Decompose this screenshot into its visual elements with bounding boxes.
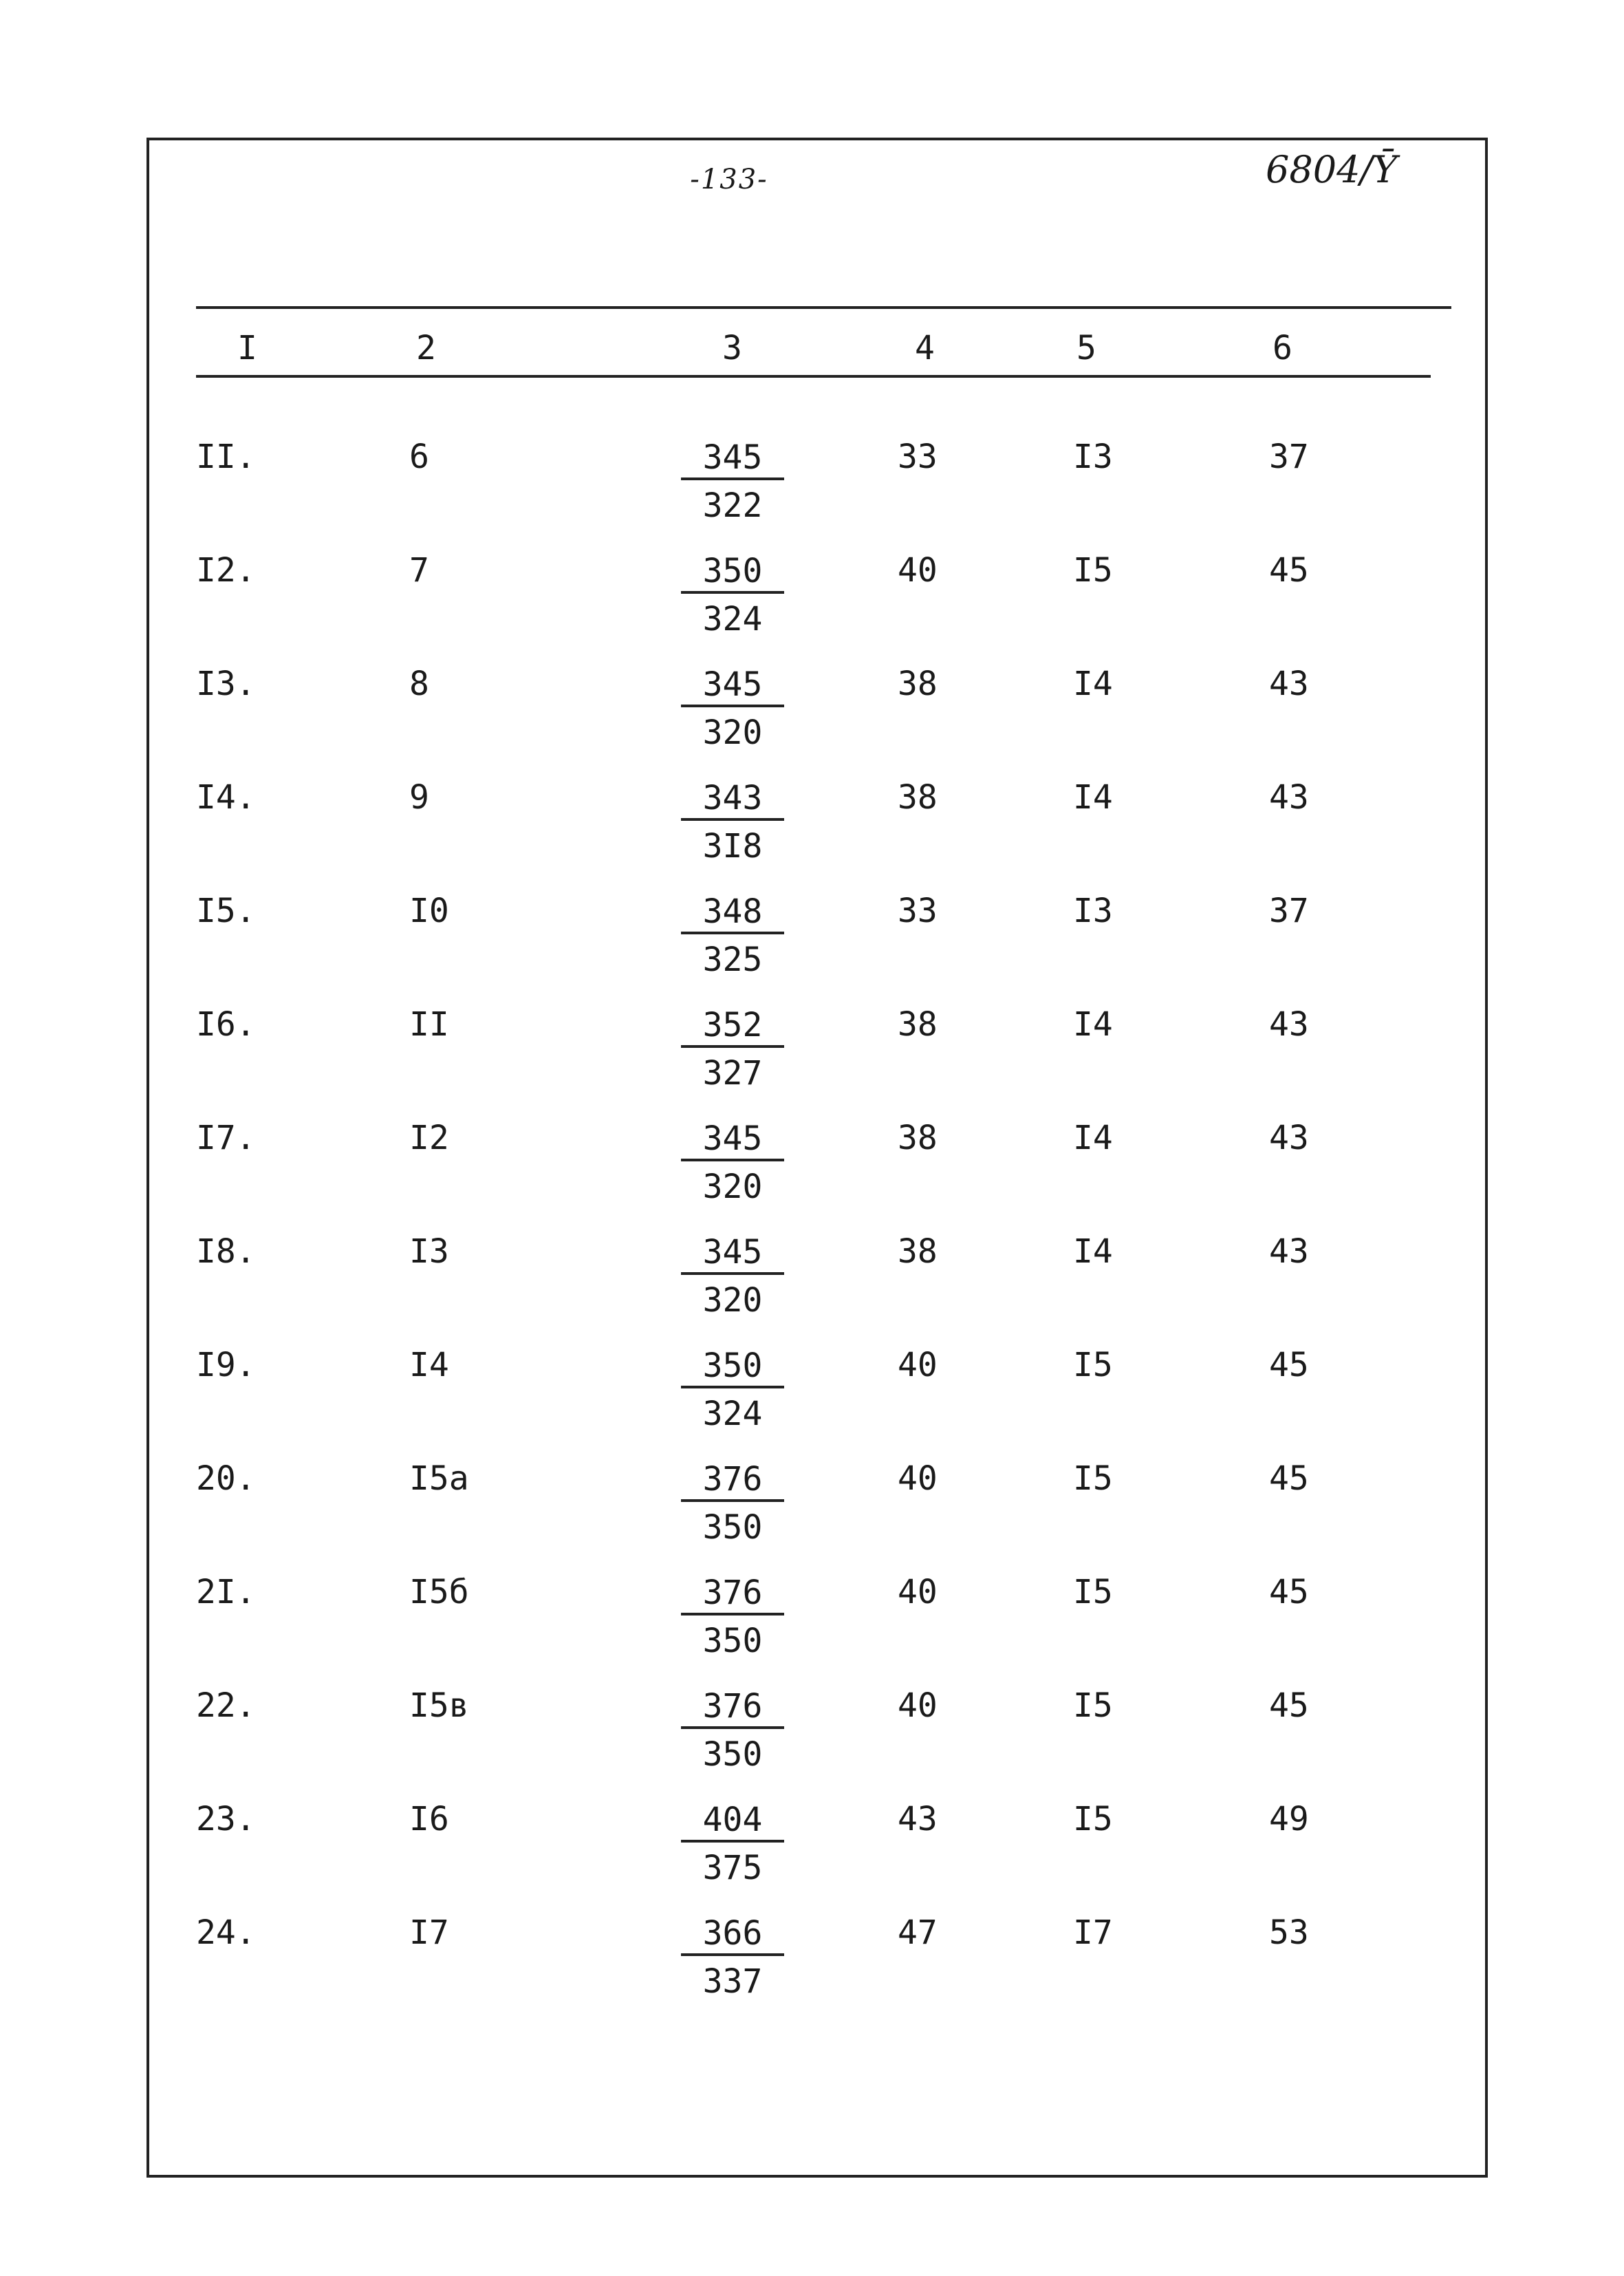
table-cell-c2: 6 — [409, 438, 429, 476]
fraction-denominator: 325 — [702, 941, 763, 979]
fraction-denominator: 327 — [702, 1054, 763, 1093]
table-cell-fraction — [681, 552, 784, 638]
fraction-denominator: 350 — [702, 1735, 763, 1774]
table-cell-c6: 43 — [1269, 665, 1309, 703]
table-cell-fraction — [681, 1574, 784, 1660]
table-cell-c4: 38 — [898, 1005, 938, 1044]
table-cell-fraction — [681, 666, 784, 751]
table-cell-c1: 20. — [196, 1459, 256, 1498]
table-cell-fraction — [681, 780, 784, 865]
table-cell-c1: 22. — [196, 1686, 256, 1725]
table-cell-c2: I0 — [409, 892, 449, 930]
table-cell-c2: I5a — [409, 1459, 469, 1498]
table-cell-c6: 45 — [1269, 551, 1309, 590]
table-cell-c6: 43 — [1269, 1232, 1309, 1271]
table-cell-c2: I2 — [409, 1119, 449, 1157]
table-cell-fraction — [681, 439, 784, 524]
table-cell-c4: 40 — [898, 551, 938, 590]
fraction-numerator: 366 — [681, 1915, 784, 1956]
table-cell-fraction — [681, 1915, 784, 2000]
table-cell-fraction — [681, 1688, 784, 1773]
table-cell-c1: I5. — [196, 892, 256, 930]
table-cell-c4: 40 — [898, 1686, 938, 1725]
table-cell-c1: I2. — [196, 551, 256, 590]
table-cell-c4: 38 — [898, 1119, 938, 1157]
table-cell-c6: 43 — [1269, 778, 1309, 817]
table-cell-c1: I7. — [196, 1119, 256, 1157]
column-header-4: 4 — [915, 329, 935, 367]
fraction-numerator: 343 — [681, 780, 784, 821]
table-cell-c5: I4 — [1073, 665, 1113, 703]
table-cell-c4: 33 — [898, 438, 938, 476]
table-cell-c1: I4. — [196, 778, 256, 817]
table-cell-c5: I4 — [1073, 778, 1113, 817]
table-cell-c2: I6 — [409, 1800, 449, 1838]
table-cell-c4: 38 — [898, 778, 938, 817]
table-cell-c2: 8 — [409, 665, 429, 703]
table-cell-c1: 2I. — [196, 1573, 256, 1611]
archive-reference: 6804/Ῡ — [1266, 148, 1398, 191]
fraction-denominator: 324 — [702, 1395, 763, 1433]
table-cell-c5: I5 — [1073, 1459, 1113, 1498]
fraction-numerator: 350 — [681, 552, 784, 594]
fraction-denominator: 322 — [702, 486, 763, 525]
fraction-numerator: 345 — [681, 1234, 784, 1275]
fraction-denominator: 320 — [702, 1168, 763, 1206]
column-header-6: 6 — [1273, 329, 1292, 367]
table-cell-c1: 24. — [196, 1913, 256, 1952]
table-cell-c4: 40 — [898, 1459, 938, 1498]
table-cell-c6: 45 — [1269, 1459, 1309, 1498]
table-cell-c6: 37 — [1269, 892, 1309, 930]
table-cell-c2: I4 — [409, 1346, 449, 1384]
table-cell-fraction — [681, 893, 784, 978]
fraction-denominator: 350 — [702, 1508, 763, 1547]
table-cell-c2: II — [409, 1005, 449, 1044]
table-cell-c6: 53 — [1269, 1913, 1309, 1952]
fraction-denominator: 375 — [702, 1849, 763, 1887]
table-cell-c4: 40 — [898, 1346, 938, 1384]
fraction-numerator: 350 — [681, 1347, 784, 1388]
table-cell-c5: I5 — [1073, 551, 1113, 590]
table-cell-c5: I4 — [1073, 1119, 1113, 1157]
fraction-denominator: 324 — [702, 600, 763, 638]
column-header-2: 2 — [416, 329, 436, 367]
table-cell-c5: I5 — [1073, 1573, 1113, 1611]
table-cell-c5: I5 — [1073, 1800, 1113, 1838]
column-header-5: 5 — [1076, 329, 1096, 367]
table-cell-c2: I3 — [409, 1232, 449, 1271]
table-cell-c6: 45 — [1269, 1686, 1309, 1725]
table-cell-c5: I4 — [1073, 1232, 1113, 1271]
table-cell-c6: 43 — [1269, 1119, 1309, 1157]
table-cell-fraction — [681, 1801, 784, 1887]
table-cell-c5: I3 — [1073, 438, 1113, 476]
fraction-numerator: 352 — [681, 1007, 784, 1048]
page-number: -133- — [690, 164, 768, 195]
table-cell-c1: 23. — [196, 1800, 256, 1838]
fraction-numerator: 345 — [681, 1120, 784, 1161]
table-cell-c6: 49 — [1269, 1800, 1309, 1838]
table-cell-c2: I5б — [409, 1573, 469, 1611]
column-header-1: I — [237, 329, 257, 367]
table-cell-fraction — [681, 1461, 784, 1546]
table-cell-c5: I5 — [1073, 1346, 1113, 1384]
fraction-numerator: 376 — [681, 1461, 784, 1502]
fraction-denominator: 320 — [702, 1281, 763, 1320]
table-cell-c1: I9. — [196, 1346, 256, 1384]
column-header-3: 3 — [722, 329, 742, 367]
table-cell-c6: 45 — [1269, 1573, 1309, 1611]
table-cell-c2: I5в — [409, 1686, 469, 1725]
table-header-rule — [196, 375, 1431, 378]
table-cell-c6: 37 — [1269, 438, 1309, 476]
table-cell-c1: I3. — [196, 665, 256, 703]
table-cell-fraction — [681, 1120, 784, 1205]
table-cell-c2: I7 — [409, 1913, 449, 1952]
table-cell-c4: 47 — [898, 1913, 938, 1952]
table-cell-c5: I7 — [1073, 1913, 1113, 1952]
table-top-rule — [196, 306, 1451, 309]
table-cell-c6: 43 — [1269, 1005, 1309, 1044]
table-cell-c1: I8. — [196, 1232, 256, 1271]
fraction-denominator: 3I8 — [702, 827, 763, 866]
table-cell-fraction — [681, 1007, 784, 1092]
fraction-denominator: 350 — [702, 1622, 763, 1660]
fraction-denominator: 320 — [702, 713, 763, 752]
fraction-numerator: 376 — [681, 1574, 784, 1615]
table-cell-c4: 40 — [898, 1573, 938, 1611]
table-cell-c5: I3 — [1073, 892, 1113, 930]
fraction-numerator: 404 — [681, 1801, 784, 1843]
table-cell-c4: 38 — [898, 665, 938, 703]
fraction-denominator: 337 — [702, 1962, 763, 2001]
fraction-numerator: 345 — [681, 666, 784, 707]
table-cell-c4: 38 — [898, 1232, 938, 1271]
table-cell-fraction — [681, 1234, 784, 1319]
fraction-numerator: 345 — [681, 439, 784, 480]
table-cell-c4: 33 — [898, 892, 938, 930]
table-cell-c5: I4 — [1073, 1005, 1113, 1044]
table-cell-c4: 43 — [898, 1800, 938, 1838]
table-cell-fraction — [681, 1347, 784, 1432]
table-cell-c2: 7 — [409, 551, 429, 590]
table-cell-c1: I6. — [196, 1005, 256, 1044]
table-cell-c5: I5 — [1073, 1686, 1113, 1725]
table-cell-c6: 45 — [1269, 1346, 1309, 1384]
fraction-numerator: 376 — [681, 1688, 784, 1729]
table-cell-c2: 9 — [409, 778, 429, 817]
fraction-numerator: 348 — [681, 893, 784, 934]
table-cell-c1: II. — [196, 438, 256, 476]
